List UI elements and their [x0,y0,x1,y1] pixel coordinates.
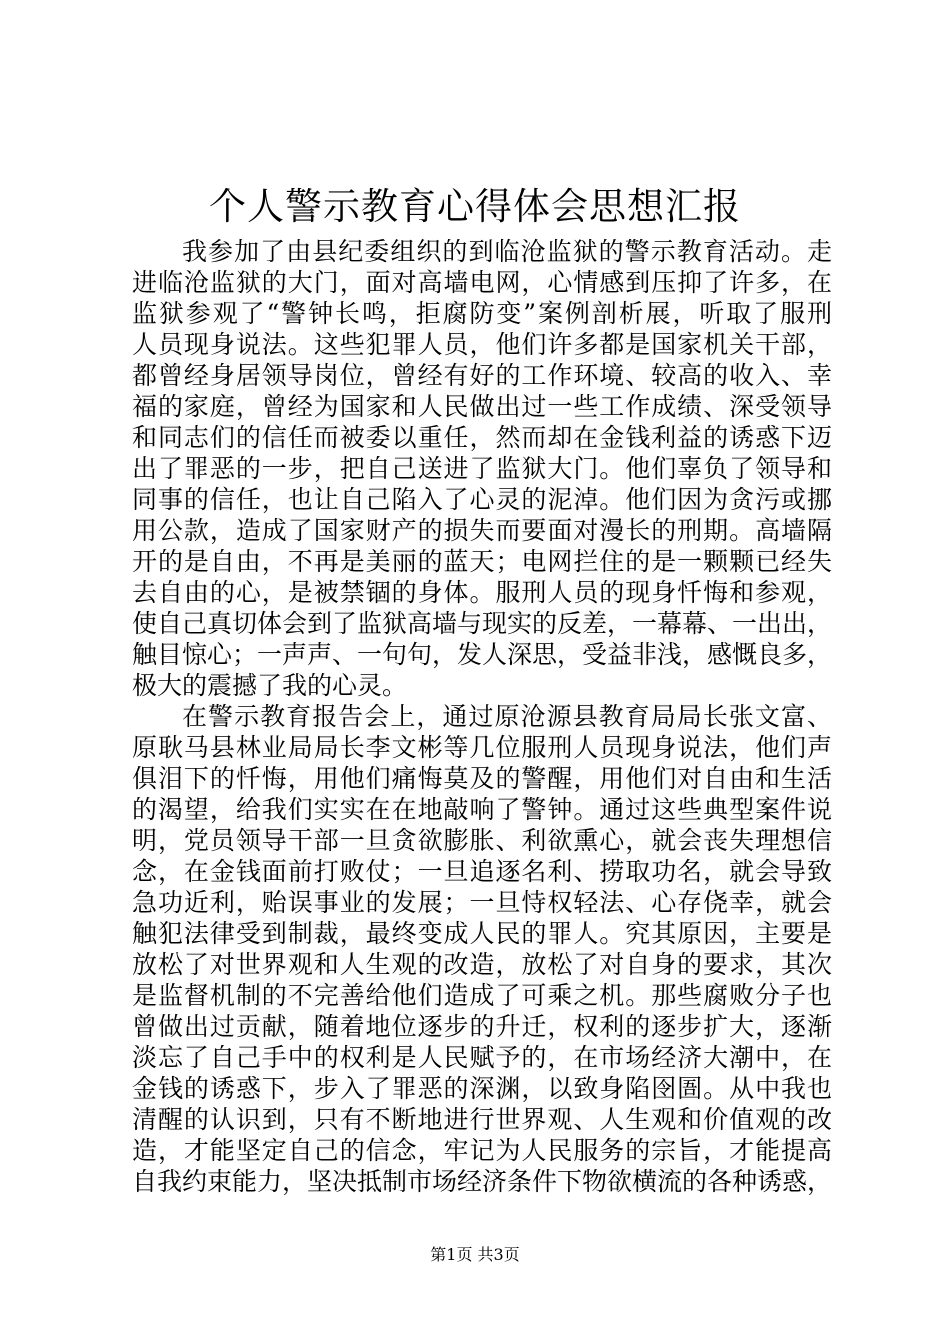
text-line: 急功近利，贻误事业的发展；一旦恃权轻法、心存侥幸，就会 [132,888,832,917]
text-line: 造，才能坚定自己的信念，牢记为人民服务的宗旨，才能提高 [132,1136,832,1165]
text-line: 监狱参观了“警钟长鸣，拒腐防变”案例剖析展，听取了服刑 [132,299,832,328]
text-line: 清醒的认识到，只有不断地进行世界观、人生观和价值观的改 [132,1105,832,1134]
text-line: 触犯法律受到制裁，最终变成人民的罪人。究其原因，主要是 [132,919,832,948]
text-line: 金钱的诱惑下，步入了罪恶的深渊，以致身陷囹圄。从中我也 [132,1074,832,1103]
text-line: 自我约束能力，坚决抵制市场经济条件下物欲横流的各种诱惑， [132,1167,833,1196]
text-line: 都曾经身居领导岗位，曾经有好的工作环境、较高的收入、幸 [132,361,832,390]
text-line: 在警示教育报告会上，通过原沧源县教育局局长张文富、 [182,702,832,731]
text-line: 触目惊心；一声声、一句句，发人深思，受益非浅，感慨良多， [132,640,833,669]
text-line: 我参加了由县纪委组织的到临沧监狱的警示教育活动。走 [182,237,832,266]
page-number-footer: 第1页 共3页 [430,1245,520,1264]
text-line: 念，在金钱面前打败仗；一旦追逐名利、捞取功名，就会导致 [132,857,832,886]
text-line: 是监督机制的不完善给他们造成了可乘之机。那些腐败分子也 [132,981,832,1010]
text-line: 明，党员领导干部一旦贪欲膨胀、利欲熏心，就会丧失理想信 [132,826,832,855]
text-line: 同事的信任，也让自己陷入了心灵的泥淖。他们因为贪污或挪 [132,485,832,514]
text-line: 的渴望，给我们实实在在地敲响了警钟。通过这些典型案件说 [132,795,832,824]
text-line: 进临沧监狱的大门，面对高墙电网，心情感到压抑了许多，在 [132,268,832,297]
text-line: 俱泪下的忏悔，用他们痛悔莫及的警醒，用他们对自由和生活 [132,764,832,793]
text-line: 用公款，造成了国家财产的损失而要面对漫长的刑期。高墙隔 [132,516,832,545]
text-line: 极大的震撼了我的心灵。 [132,671,408,700]
text-line: 人员现身说法。这些犯罪人员，他们许多都是国家机关干部， [132,330,832,359]
document-title: 个人警示教育心得体会思想汇报 [209,185,741,228]
text-line: 使自己真切体会到了监狱高墙与现实的反差，一幕幕、一出出， [132,609,833,638]
text-line: 出了罪恶的一步，把自己送进了监狱大门。他们辜负了领导和 [132,454,832,483]
text-line: 福的家庭，曾经为国家和人民做出过一些工作成绩、深受领导 [132,392,832,421]
text-line: 开的是自由，不再是美丽的蓝天；电网拦住的是一颗颗已经失 [132,547,832,576]
text-line: 去自由的心，是被禁锢的身体。服刑人员的现身忏悔和参观， [132,578,832,607]
text-line: 曾做出过贡献，随着地位逐步的升迁，权利的逐步扩大，逐渐 [132,1012,832,1041]
text-line: 和同志们的信任而被委以重任，然而却在金钱利益的诱惑下迈 [132,423,832,452]
document-body [132,236,832,1197]
text-line: 淡忘了自己手中的权利是人民赋予的，在市场经济大潮中，在 [132,1043,832,1072]
text-line: 原耿马县林业局局长李文彬等几位服刑人员现身说法，他们声 [132,733,832,762]
text-line: 放松了对世界观和人生观的改造，放松了对自身的要求，其次 [132,950,832,979]
